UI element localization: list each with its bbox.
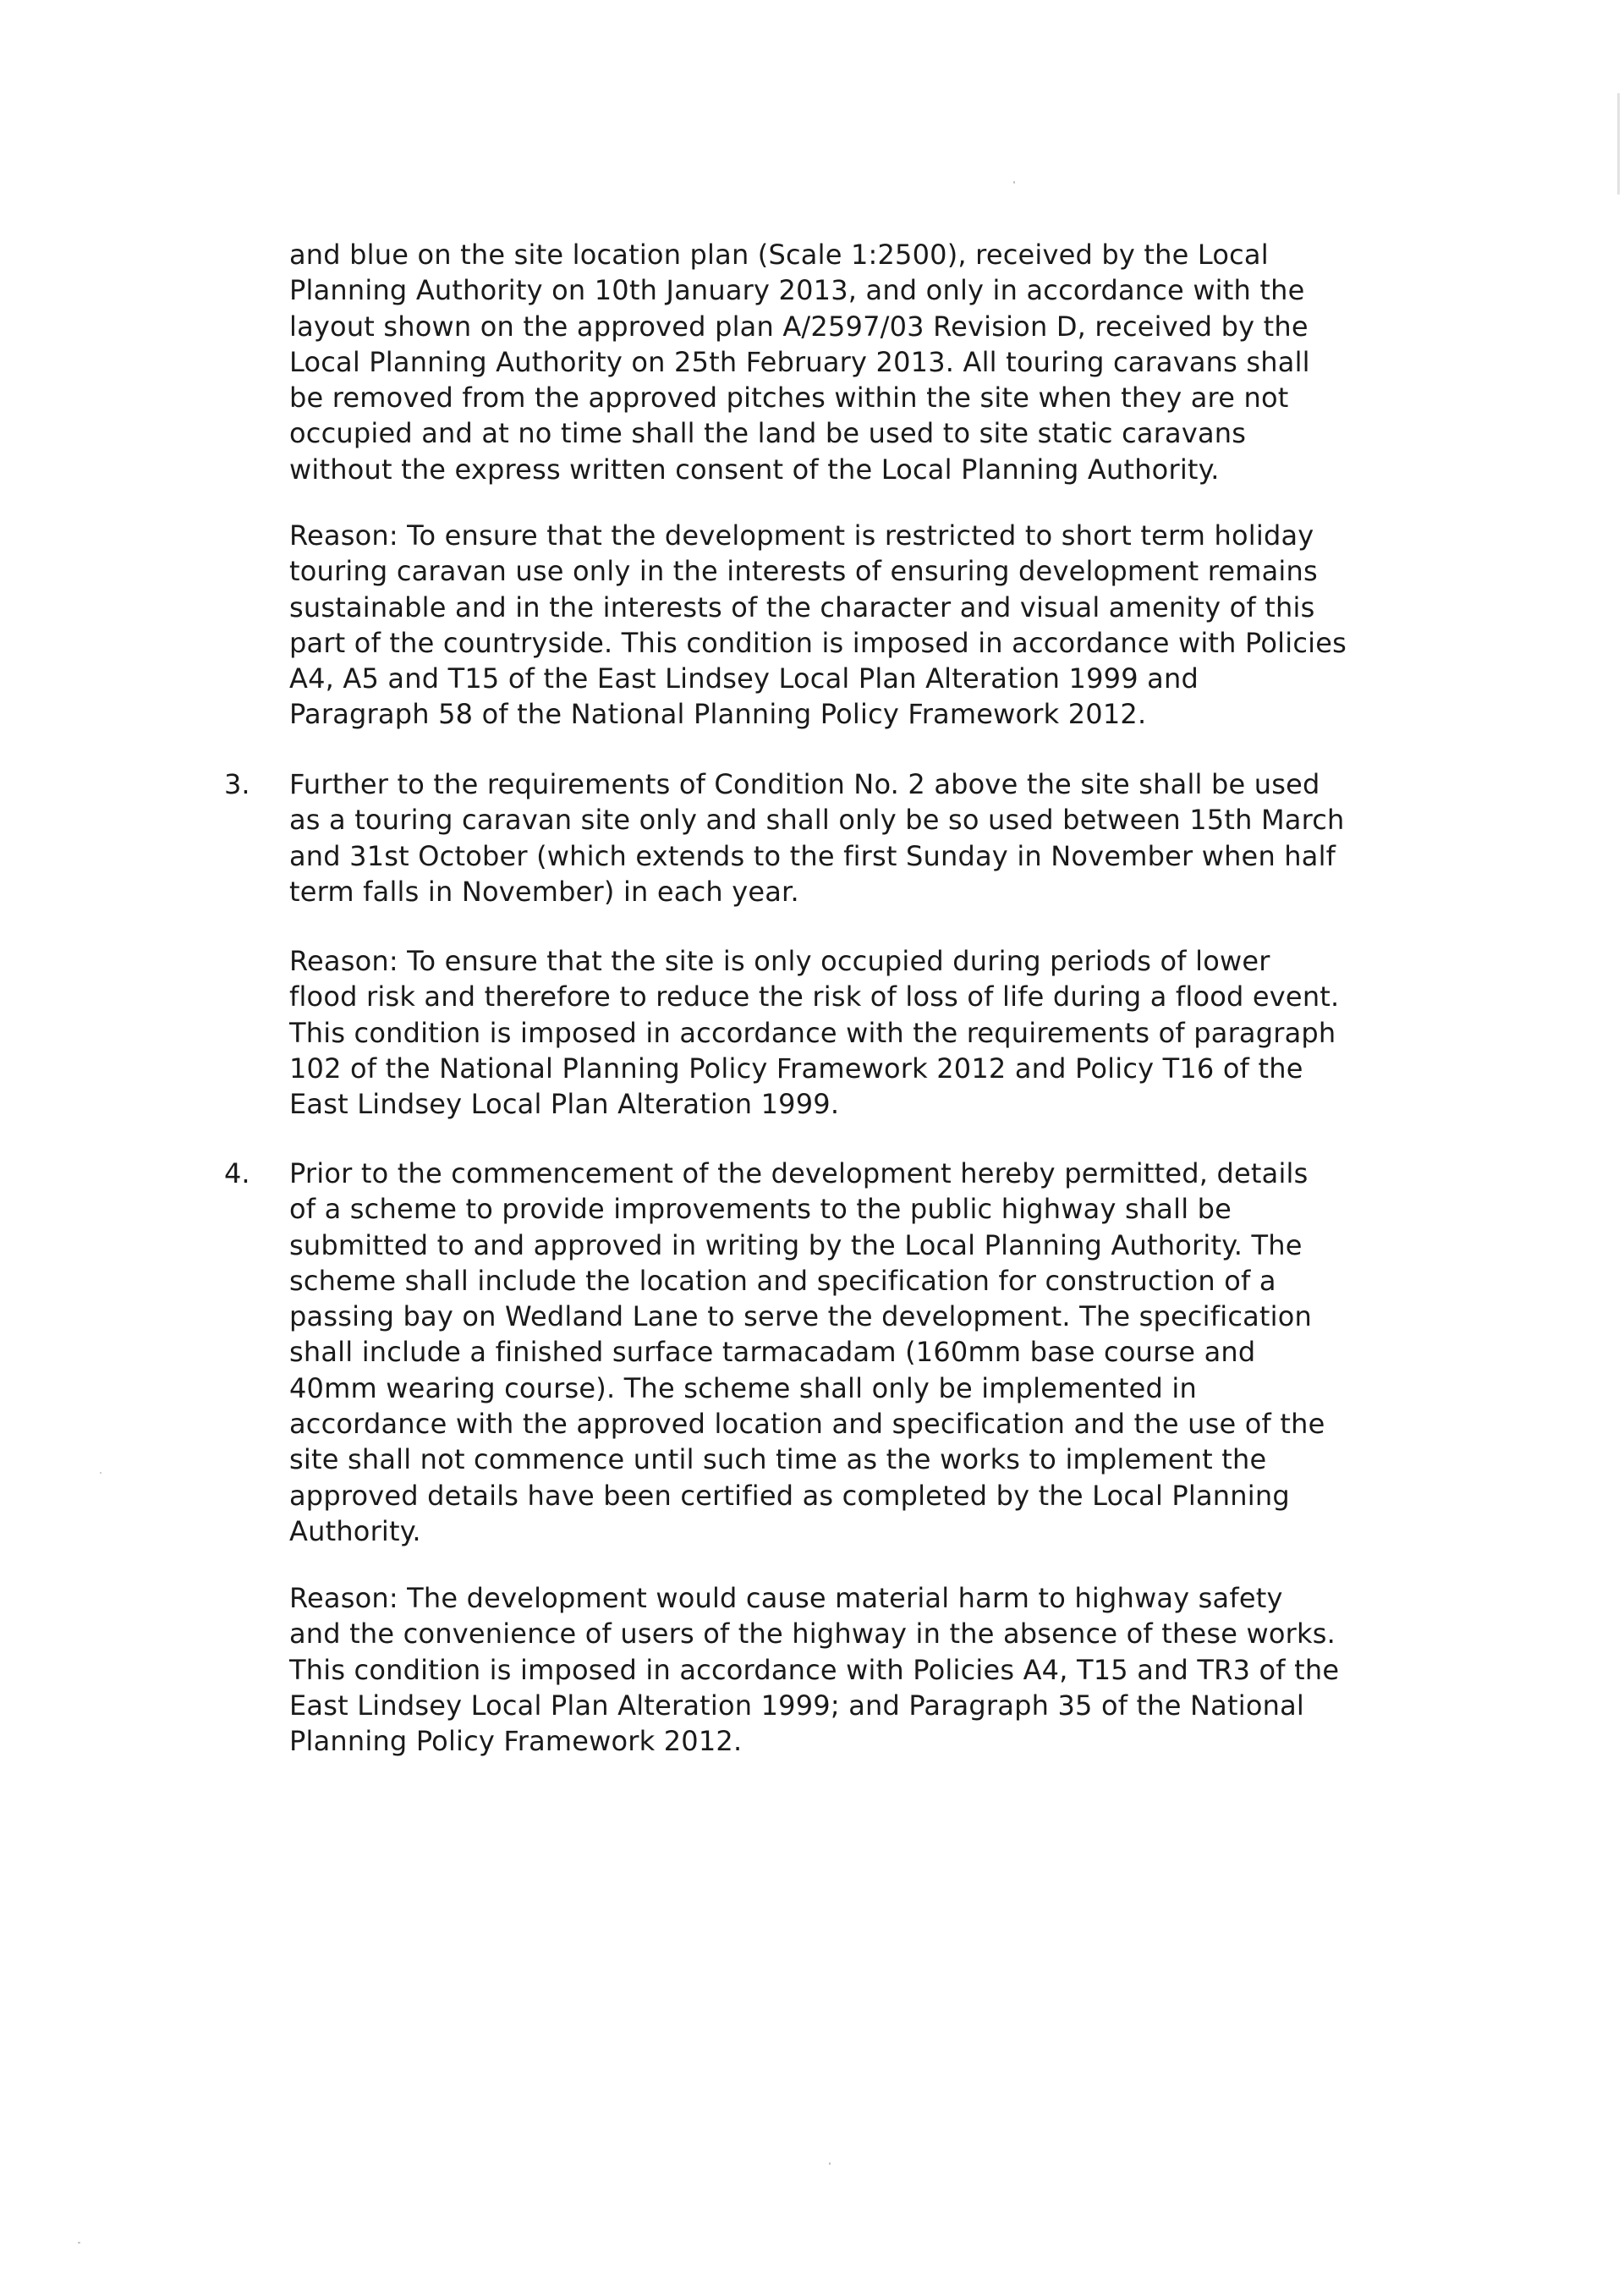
text-line: layout shown on the approved plan A/2597/03 Revision D, received by the bbox=[289, 310, 1309, 343]
text-line: Reason: To ensure that the site is only occupied during periods of lower bbox=[289, 945, 1270, 977]
scan-speck bbox=[1013, 181, 1015, 184]
text-line: 40mm wearing course). The scheme shall only be implemented in bbox=[289, 1371, 1197, 1404]
text-line: 102 of the National Planning Policy Framework 2012 and Policy T16 of the bbox=[289, 1052, 1303, 1085]
text-line: and the convenience of users of the highway in the absence of these works. bbox=[289, 1618, 1336, 1651]
text-line: Local Planning Authority on 25th February 2013. All touring caravans shall bbox=[289, 345, 1310, 378]
text-line: accordance with the approved location and specification and the use of the bbox=[289, 1408, 1325, 1441]
text-line: as a touring caravan site only and shall only be so used between 15th March bbox=[289, 804, 1345, 837]
text-line: scheme shall include the location and specification for construction of a bbox=[289, 1264, 1276, 1297]
text-line: be removed from the approved pitches within the site when they are not bbox=[289, 382, 1289, 415]
scan-speck bbox=[78, 2242, 80, 2244]
text-line: site shall not commence until such time as the works to implement the bbox=[289, 1443, 1267, 1476]
text-line: Further to the requirements of Condition No. 2 above the site shall be used bbox=[289, 768, 1320, 800]
text-line: part of the countryside. This condition is imposed in accordance with Policies bbox=[289, 626, 1347, 659]
text-line: flood risk and therefore to reduce the risk of loss of life during a flood event. bbox=[289, 980, 1340, 1013]
scan-speck bbox=[829, 2162, 831, 2165]
text-line: Planning Authority on 10th January 2013, and only in accordance with the bbox=[289, 274, 1305, 307]
condition-3-reason bbox=[289, 943, 1414, 1122]
text-line: Paragraph 58 of the National Planning Policy Framework 2012. bbox=[289, 698, 1147, 731]
text-line: Planning Policy Framework 2012. bbox=[289, 1725, 743, 1758]
condition-3-text bbox=[289, 766, 1414, 909]
text-line: East Lindsey Local Plan Alteration 1999; and Paragraph 35 of the National bbox=[289, 1689, 1304, 1722]
text-line: passing bay on Wedland Lane to serve the development. The specification bbox=[289, 1300, 1313, 1333]
text-line: Prior to the commencement of the development hereby permitted, details bbox=[289, 1157, 1309, 1189]
text-line: without the express written consent of the Local Planning Authority. bbox=[289, 453, 1220, 486]
condition-4-text bbox=[289, 1156, 1414, 1549]
condition-4-number: 4. bbox=[224, 1157, 250, 1189]
condition-3-number: 3. bbox=[224, 768, 250, 800]
text-line: submitted to and approved in writing by the Local Planning Authority. The bbox=[289, 1228, 1303, 1261]
text-line: of a scheme to provide improvements to the public highway shall be bbox=[289, 1193, 1232, 1226]
text-line: and 31st October (which extends to the first Sunday in November when half bbox=[289, 839, 1336, 872]
text-line: and blue on the site location plan (Scale 1:2500), received by the Local bbox=[289, 239, 1269, 271]
text-line: This condition is imposed in accordance with the requirements of paragraph bbox=[289, 1016, 1336, 1049]
text-line: East Lindsey Local Plan Alteration 1999. bbox=[289, 1088, 840, 1121]
text-line: approved details have been certified as completed by the Local Planning bbox=[289, 1479, 1290, 1512]
text-line: term falls in November) in each year. bbox=[289, 875, 799, 908]
text-line: Reason: The development would cause material harm to highway safety bbox=[289, 1582, 1283, 1614]
text-line: A4, A5 and T15 of the East Lindsey Local Plan Alteration 1999 and bbox=[289, 662, 1199, 695]
condition-4-reason bbox=[289, 1580, 1414, 1759]
condition-2-reason bbox=[289, 518, 1414, 733]
scan-speck bbox=[100, 1472, 102, 1474]
text-line: occupied and at no time shall the land be used to site static caravans bbox=[289, 417, 1247, 450]
scan-speck bbox=[1617, 93, 1620, 195]
text-line: This condition is imposed in accordance with Policies A4, T15 and TR3 of the bbox=[289, 1653, 1340, 1686]
condition-2-continuation bbox=[289, 237, 1414, 487]
text-line: sustainable and in the interests of the character and visual amenity of this bbox=[289, 590, 1315, 623]
text-line: Authority. bbox=[289, 1514, 421, 1547]
text-line: touring caravan use only in the interests of ensuring development remains bbox=[289, 555, 1318, 588]
text-line: shall include a finished surface tarmacadam (160mm base course and bbox=[289, 1336, 1256, 1369]
text-line: Reason: To ensure that the development is restricted to short term holiday bbox=[289, 519, 1314, 552]
